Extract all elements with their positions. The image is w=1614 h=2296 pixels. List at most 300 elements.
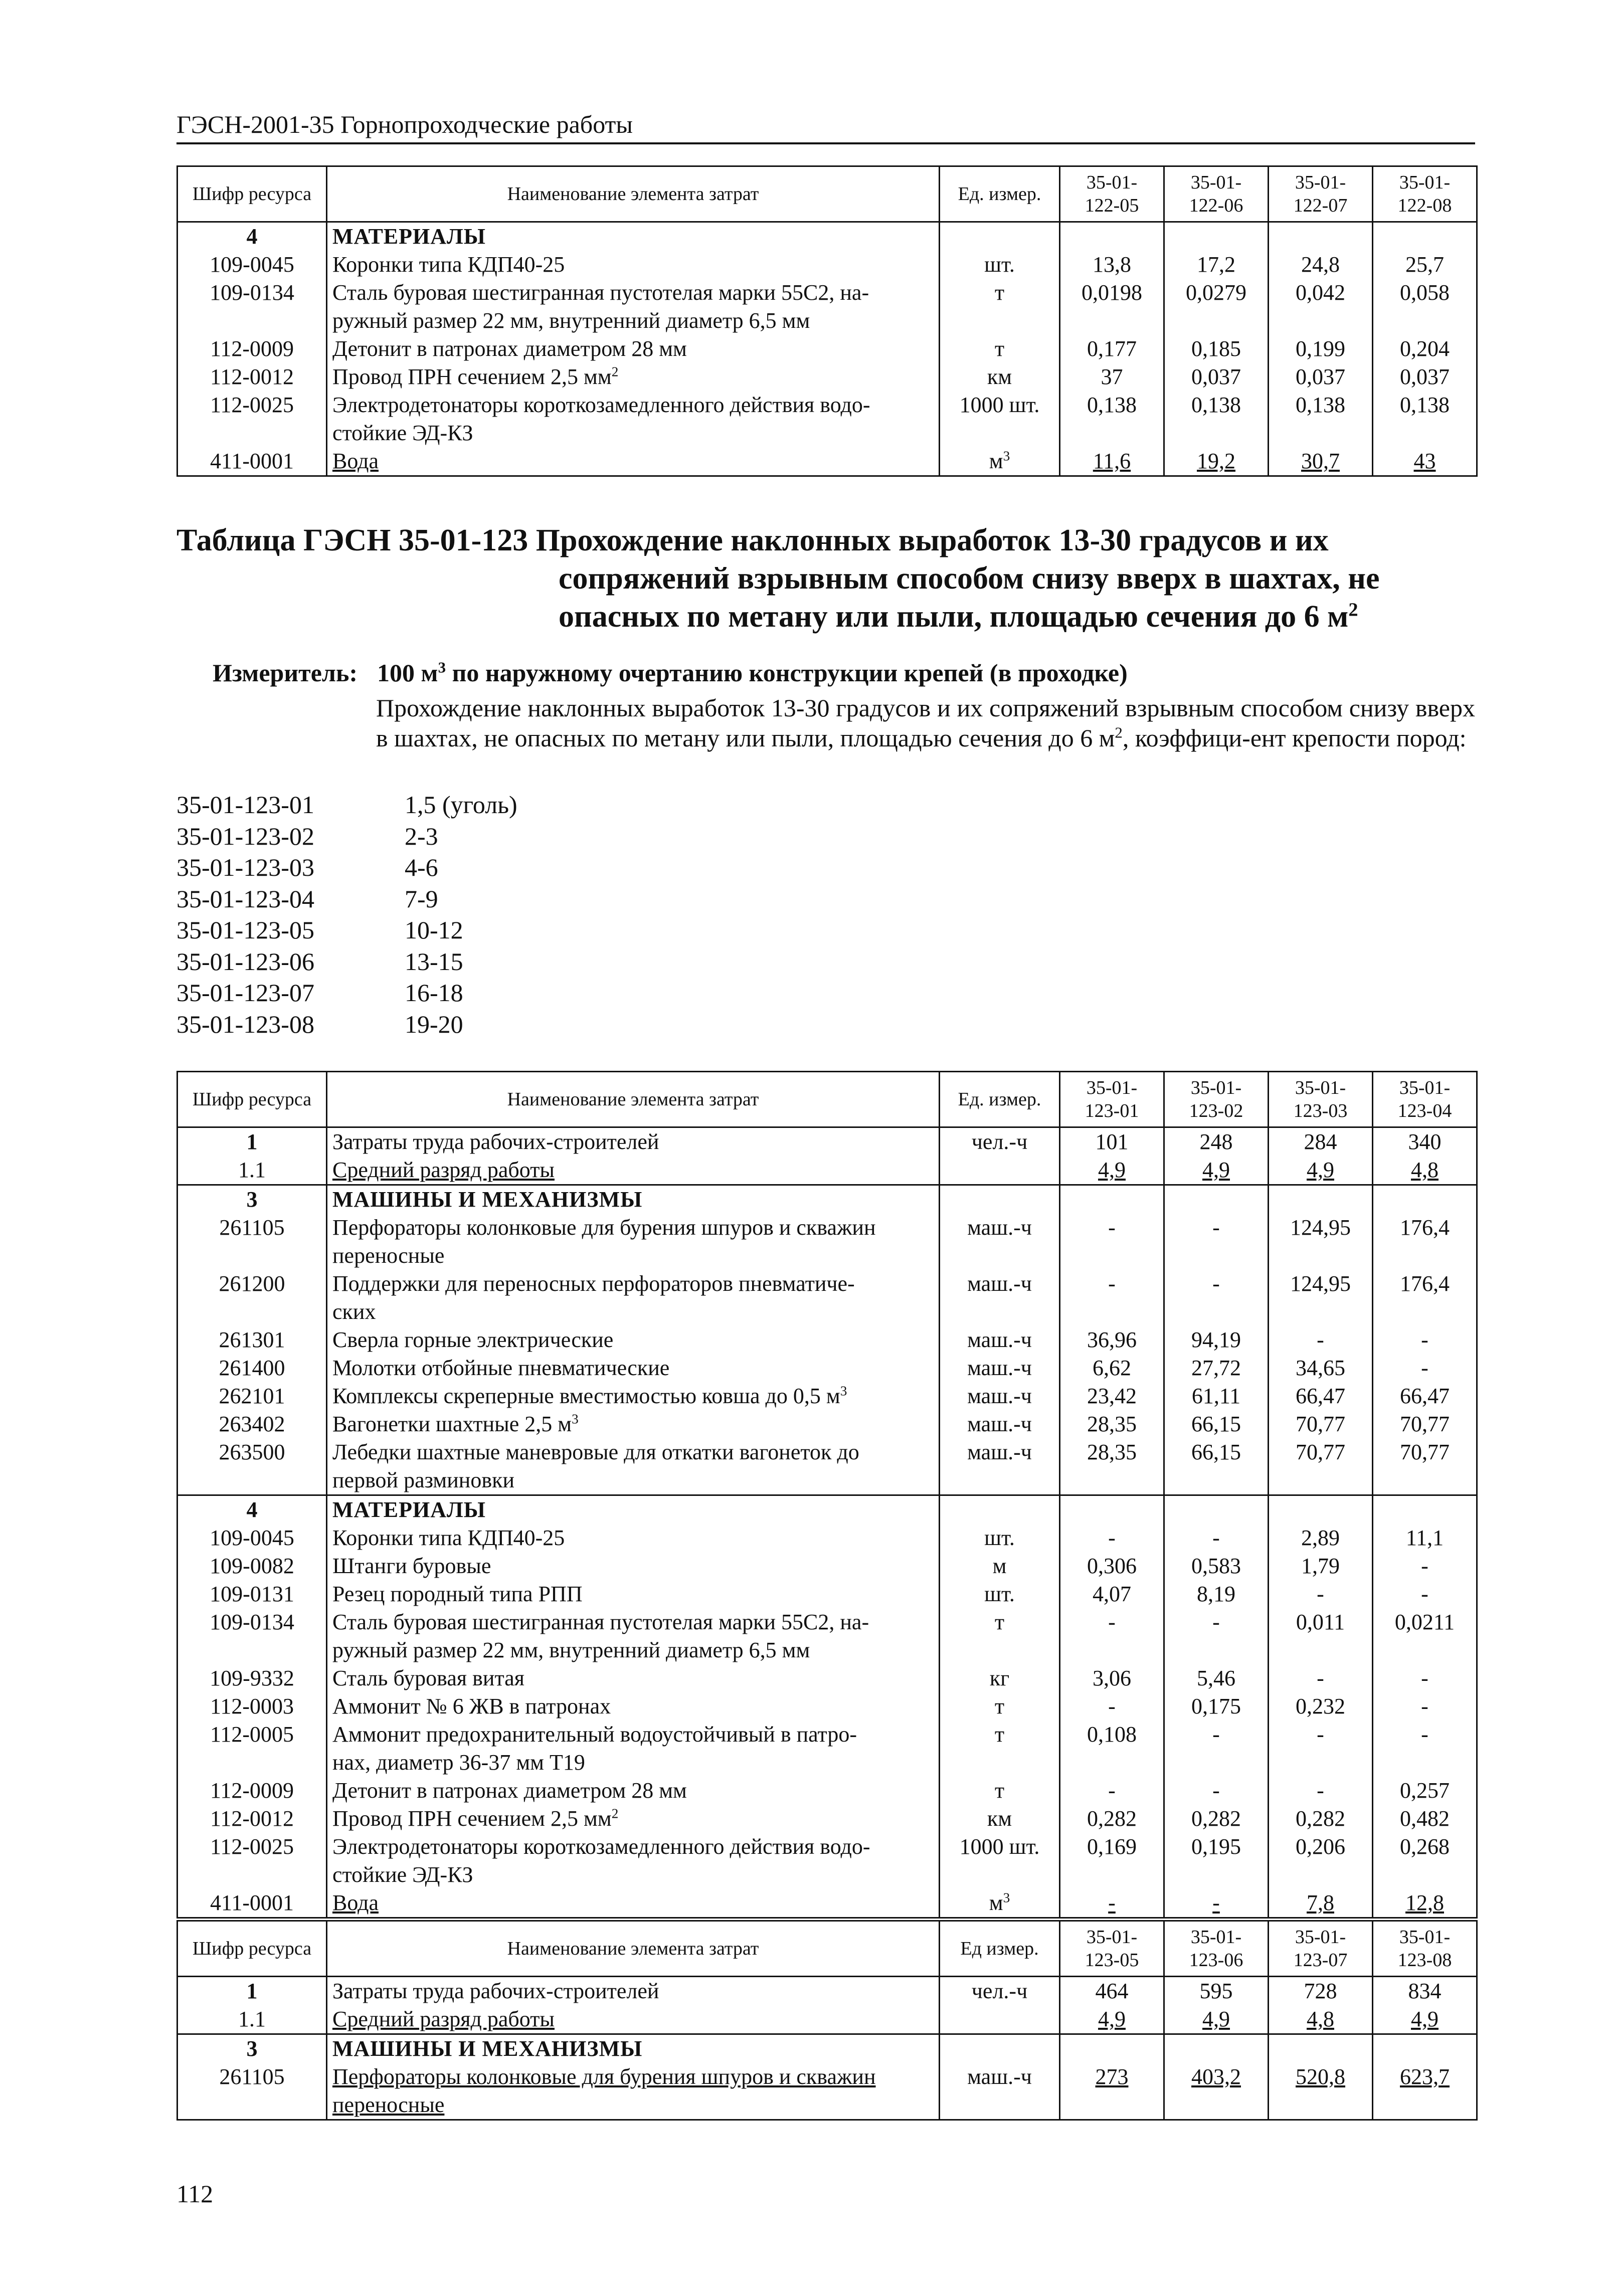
- norm-value: 23,42: [1060, 1382, 1164, 1410]
- norm-value: 4,9: [1164, 2005, 1269, 2034]
- cost-element-name: Перфораторы колонковые для бурения шпуров и скважин переносные: [327, 2063, 940, 2120]
- unit-of-measure: 1000 шт.: [940, 391, 1060, 447]
- norm-value: 70,77: [1269, 1438, 1373, 1495]
- resource-code: 1: [177, 1127, 327, 1157]
- norm-value: 66,47: [1269, 1382, 1373, 1410]
- table-row: [177, 391, 1477, 447]
- cost-element-name: Средний разряд работы: [327, 2005, 940, 2034]
- table-header-row: [177, 1072, 1477, 1127]
- cost-element-name: Провод ПРН сечением 2,5 $мм^2$: [327, 363, 940, 391]
- col-header-unit: Ед. измер.: [940, 166, 1060, 222]
- unit-of-measure: шт.: [940, 1524, 1060, 1552]
- norm-value: -: [1373, 1692, 1477, 1720]
- resource-code: 261301: [177, 1326, 327, 1354]
- table-title-line-3: опасных по метану или пыли, площадью сечения до 6 $м^2$: [559, 599, 1358, 634]
- variant-row: [176, 914, 778, 946]
- norm-value: -: [1373, 1720, 1477, 1777]
- variant-row: [176, 821, 778, 852]
- col-header-name: Наименование элемента затрат: [327, 166, 940, 222]
- cost-element-name: Сталь буровая витая: [327, 1664, 940, 1692]
- variant-code: 35-01-123-03: [176, 853, 314, 881]
- col-header-unit: Ед измер.: [940, 1921, 1060, 1977]
- empty-cell: [1373, 1495, 1477, 1524]
- table-title-line-2: сопряжений взрывным способом снизу вверх в шахтах, не: [559, 561, 1380, 596]
- norm-value: 4,9: [1269, 1156, 1373, 1185]
- variant-value: 2-3: [405, 822, 438, 850]
- norm-value: -: [1269, 1664, 1373, 1692]
- unit-of-measure: км: [940, 1805, 1060, 1833]
- resource-code: 411-0001: [177, 447, 327, 476]
- resource-code: 263402: [177, 1410, 327, 1438]
- table-row: [177, 1777, 1477, 1805]
- norm-value: 1,79: [1269, 1552, 1373, 1580]
- table-row: [177, 447, 1477, 476]
- norm-value: 101: [1060, 1127, 1164, 1157]
- section-title: МАШИНЫ И МЕХАНИЗМЫ: [327, 2034, 940, 2063]
- norm-value: -: [1164, 1270, 1269, 1326]
- norm-value: 70,77: [1373, 1410, 1477, 1438]
- table-row: [177, 1580, 1477, 1608]
- col-header-variant: 35-01- 123-08: [1373, 1921, 1477, 1977]
- empty-cell: [1269, 1185, 1373, 1214]
- variant-value: 7-9: [405, 884, 438, 913]
- norm-value: 0,042: [1269, 279, 1373, 335]
- table-row: [177, 1270, 1477, 1326]
- norm-value: -: [1269, 1777, 1373, 1805]
- norm-value: 0,199: [1269, 335, 1373, 363]
- cost-element-name: Поддержки для переносных перфораторов пневматиче- ских: [327, 1270, 940, 1326]
- table-row: [177, 2063, 1477, 2120]
- table-35-01-122: [176, 165, 1478, 477]
- resource-code: 263500: [177, 1438, 327, 1495]
- norm-value: 4,9: [1060, 2005, 1164, 2034]
- norm-value: -: [1164, 1608, 1269, 1664]
- table-row: [177, 1410, 1477, 1438]
- variant-value: 13-15: [405, 947, 463, 976]
- measure-line: [176, 658, 1475, 688]
- resource-code: 112-0025: [177, 1833, 327, 1889]
- col-header-variant: 35-01- 123-05: [1060, 1921, 1164, 1977]
- section-number: 3: [177, 2034, 327, 2063]
- norm-value: 124,95: [1269, 1270, 1373, 1326]
- resource-code: 1.1: [177, 1156, 327, 1185]
- unit-of-measure: т: [940, 1720, 1060, 1777]
- empty-cell: [1060, 2034, 1164, 2063]
- cost-element-name: Штанги буровые: [327, 1552, 940, 1580]
- empty-cell: [1164, 1495, 1269, 1524]
- empty-cell: [1269, 2034, 1373, 2063]
- norm-value: 28,35: [1060, 1410, 1164, 1438]
- cost-element-name: Вагонетки шахтные 2,5 $м^3$: [327, 1410, 940, 1438]
- section-row: [177, 2034, 1477, 2063]
- norm-value: 12,8: [1373, 1889, 1477, 1918]
- norm-value: 0,169: [1060, 1833, 1164, 1889]
- col-header-unit: Ед. измер.: [940, 1072, 1060, 1127]
- norm-value: 0,037: [1164, 363, 1269, 391]
- norm-value: 0,0198: [1060, 279, 1164, 335]
- col-header-name: Наименование элемента затрат: [327, 1921, 940, 1977]
- table-35-01-123-05-08: [176, 1920, 1478, 2121]
- unit-of-measure: маш.-ч: [940, 2063, 1060, 2120]
- empty-cell: [940, 1495, 1060, 1524]
- measure-label: Измеритель:: [213, 659, 358, 687]
- table-header-row: [177, 166, 1477, 222]
- col-header-name: Наименование элемента затрат: [327, 1072, 940, 1127]
- resource-code: 261105: [177, 2063, 327, 2120]
- norm-value: 17,2: [1164, 251, 1269, 279]
- unit-of-measure: $м^3$: [940, 447, 1060, 476]
- unit-of-measure: м: [940, 1552, 1060, 1580]
- norm-value: -: [1060, 1692, 1164, 1720]
- section-number: 3: [177, 1185, 327, 1214]
- norm-value: 248: [1164, 1127, 1269, 1157]
- norm-value: -: [1269, 1326, 1373, 1354]
- unit-of-measure: т: [940, 1777, 1060, 1805]
- running-header: ГЭСН-2001-35 Горнопроходческие работы: [176, 109, 1475, 144]
- table-row: [177, 1354, 1477, 1382]
- cost-element-name: Аммонит № 6 ЖВ в патронах: [327, 1692, 940, 1720]
- variant-row: [176, 883, 778, 915]
- cost-element-name: Средний разряд работы: [327, 1156, 940, 1185]
- resource-code: 109-0045: [177, 251, 327, 279]
- resource-code: 112-0012: [177, 1805, 327, 1833]
- table-35-01-123-01-04: [176, 1071, 1478, 1919]
- norm-value: 0,0279: [1164, 279, 1269, 335]
- col-header-variant: 35-01- 123-06: [1164, 1921, 1269, 1977]
- col-header-code: Шифр ресурса: [177, 166, 327, 222]
- table-row: [177, 251, 1477, 279]
- unit-of-measure: шт.: [940, 1580, 1060, 1608]
- unit-of-measure: маш.-ч: [940, 1354, 1060, 1382]
- unit-of-measure: т: [940, 279, 1060, 335]
- norm-value: 2,89: [1269, 1524, 1373, 1552]
- table-row: [177, 363, 1477, 391]
- norm-value: 4,9: [1060, 1156, 1164, 1185]
- col-header-code: Шифр ресурса: [177, 1072, 327, 1127]
- table-header-row: [177, 1921, 1477, 1977]
- section-title: МАШИНЫ И МЕХАНИЗМЫ: [327, 1185, 940, 1214]
- norm-value: -: [1269, 1720, 1373, 1777]
- resource-code: 109-0134: [177, 1608, 327, 1664]
- norm-value: 0,282: [1164, 1805, 1269, 1833]
- resource-code: 112-0012: [177, 363, 327, 391]
- table-row: [177, 1552, 1477, 1580]
- variant-value: 10-12: [405, 916, 463, 944]
- norm-value: -: [1060, 1524, 1164, 1552]
- norm-value: 0,108: [1060, 1720, 1164, 1777]
- table-row: [177, 1889, 1477, 1918]
- cost-element-name: Коронки типа КДП40-25: [327, 251, 940, 279]
- resource-code: 112-0005: [177, 1720, 327, 1777]
- norm-value: 5,46: [1164, 1664, 1269, 1692]
- norm-value: 0,268: [1373, 1833, 1477, 1889]
- variant-row: [176, 1009, 778, 1040]
- table-row: [177, 1524, 1477, 1552]
- norm-value: -: [1373, 1552, 1477, 1580]
- empty-cell: [1164, 2034, 1269, 2063]
- norm-value: 176,4: [1373, 1270, 1477, 1326]
- table-title: [176, 521, 1475, 636]
- resource-code: 261105: [177, 1214, 327, 1270]
- variant-list: [176, 789, 778, 1040]
- cost-element-name: Перфораторы колонковые для бурения шпуров и скважин переносные: [327, 1214, 940, 1270]
- resource-code: 112-0003: [177, 1692, 327, 1720]
- col-header-variant: 35-01- 123-03: [1269, 1072, 1373, 1127]
- empty-cell: [1269, 222, 1373, 251]
- resource-code: 109-0131: [177, 1580, 327, 1608]
- unit-of-measure: [940, 2005, 1060, 2034]
- norm-value: 520,8: [1269, 2063, 1373, 2120]
- cost-element-name: Резец породный типа РПП: [327, 1580, 940, 1608]
- unit-of-measure: т: [940, 1692, 1060, 1720]
- norm-value: 623,7: [1373, 2063, 1477, 2120]
- norm-value: -: [1164, 1889, 1269, 1918]
- table-row: [177, 1664, 1477, 1692]
- table-body: [177, 1127, 1477, 1918]
- empty-cell: [940, 222, 1060, 251]
- norm-value: 0,138: [1373, 391, 1477, 447]
- cost-element-name: Электродетонаторы короткозамедленного действия водо- стойкие ЭД-КЗ: [327, 1833, 940, 1889]
- norm-value: 728: [1269, 1977, 1373, 2006]
- norm-value: 4,07: [1060, 1580, 1164, 1608]
- col-header-variant: 35-01- 122-06: [1164, 166, 1269, 222]
- unit-of-measure: кг: [940, 1664, 1060, 1692]
- norm-value: 70,77: [1373, 1438, 1477, 1495]
- norm-value: -: [1373, 1326, 1477, 1354]
- table-row: [177, 1720, 1477, 1777]
- cost-element-name: Детонит в патронах диаметром 28 мм: [327, 335, 940, 363]
- table-row: [177, 2005, 1477, 2034]
- norm-value: 0,583: [1164, 1552, 1269, 1580]
- cost-element-name: Сверла горные электрические: [327, 1326, 940, 1354]
- col-header-code: Шифр ресурса: [177, 1921, 327, 1977]
- norm-value: 4,8: [1269, 2005, 1373, 2034]
- table-row: [177, 1833, 1477, 1889]
- norm-value: 13,8: [1060, 251, 1164, 279]
- section-title: МАТЕРИАЛЫ: [327, 1495, 940, 1524]
- unit-of-measure: маш.-ч: [940, 1410, 1060, 1438]
- norm-value: 43: [1373, 447, 1477, 476]
- section-row: [177, 1185, 1477, 1214]
- norm-value: 0,177: [1060, 335, 1164, 363]
- cost-element-name: Коронки типа КДП40-25: [327, 1524, 940, 1552]
- table-row: [177, 1127, 1477, 1157]
- norm-value: 94,19: [1164, 1326, 1269, 1354]
- variant-row: [176, 852, 778, 883]
- norm-value: -: [1060, 1214, 1164, 1270]
- unit-of-measure: т: [940, 335, 1060, 363]
- norm-value: 25,7: [1373, 251, 1477, 279]
- norm-value: 464: [1060, 1977, 1164, 2006]
- table-row: [177, 335, 1477, 363]
- col-header-variant: 35-01- 123-02: [1164, 1072, 1269, 1127]
- cost-element-name: Аммонит предохранительный водоустойчивый в патро- нах, диаметр 36-37 мм Т19: [327, 1720, 940, 1777]
- norm-value: 284: [1269, 1127, 1373, 1157]
- norm-value: 0,175: [1164, 1692, 1269, 1720]
- cost-element-name: Молотки отбойные пневматические: [327, 1354, 940, 1382]
- cost-element-name: Затраты труда рабочих-строителей: [327, 1127, 940, 1157]
- table-row: [177, 1805, 1477, 1833]
- norm-value: 0,206: [1269, 1833, 1373, 1889]
- variant-code: 35-01-123-04: [176, 884, 314, 913]
- norm-value: -: [1060, 1889, 1164, 1918]
- resource-code: 1: [177, 1977, 327, 2006]
- empty-cell: [940, 2034, 1060, 2063]
- unit-of-measure: [940, 1156, 1060, 1185]
- norm-value: 4,9: [1373, 2005, 1477, 2034]
- variant-row: [176, 977, 778, 1009]
- norm-value: 0,011: [1269, 1608, 1373, 1664]
- variant-code: 35-01-123-08: [176, 1010, 314, 1038]
- empty-cell: [1373, 1185, 1477, 1214]
- norm-value: 3,06: [1060, 1664, 1164, 1692]
- norm-value: 273: [1060, 2063, 1164, 2120]
- norm-value: 0,482: [1373, 1805, 1477, 1833]
- norm-value: 0,282: [1060, 1805, 1164, 1833]
- norm-value: 0,232: [1269, 1692, 1373, 1720]
- norm-value: 24,8: [1269, 251, 1373, 279]
- variant-code: 35-01-123-02: [176, 822, 314, 850]
- variant-row: [176, 946, 778, 978]
- empty-cell: [940, 1185, 1060, 1214]
- table-row: [177, 1692, 1477, 1720]
- norm-value: 66,15: [1164, 1438, 1269, 1495]
- unit-of-measure: маш.-ч: [940, 1214, 1060, 1270]
- norm-value: 0,138: [1269, 391, 1373, 447]
- norm-value: 340: [1373, 1127, 1477, 1157]
- unit-of-measure: маш.-ч: [940, 1382, 1060, 1410]
- empty-cell: [1269, 1495, 1373, 1524]
- norm-value: -: [1164, 1777, 1269, 1805]
- work-description: Прохождение наклонных выработок 13-30 градусов и их сопряжений взрывным способом снизу вверх в шахтах, не опасных по метану или пыли, площадью сечения до 6 $м^2$, коэффици-ент крепости пород:: [376, 694, 1475, 752]
- norm-value: 0,257: [1373, 1777, 1477, 1805]
- norm-value: -: [1164, 1720, 1269, 1777]
- norm-value: 0,138: [1060, 391, 1164, 447]
- cost-element-name: Электродетонаторы короткозамедленного действия водо- стойкие ЭД-КЗ: [327, 391, 940, 447]
- norm-value: -: [1373, 1354, 1477, 1382]
- cost-element-name: Вода: [327, 447, 940, 476]
- resource-code: 109-9332: [177, 1664, 327, 1692]
- norm-value: 176,4: [1373, 1214, 1477, 1270]
- resource-code: 261200: [177, 1270, 327, 1326]
- page-number: 112: [176, 2180, 214, 2208]
- table-row: [177, 1382, 1477, 1410]
- measure-value: 100 $м^3$ по наружному очертанию конструкции крепей (в проходке): [377, 658, 1128, 687]
- resource-code: 109-0082: [177, 1552, 327, 1580]
- resource-code: 411-0001: [177, 1889, 327, 1918]
- norm-value: 6,62: [1060, 1354, 1164, 1382]
- table-row: [177, 279, 1477, 335]
- section-number: 4: [177, 222, 327, 251]
- cost-element-name: Сталь буровая шестигранная пустотелая марки 55С2, на- ружный размер 22 мм, внутренний диаметр 6,5 мм: [327, 279, 940, 335]
- table-row: [177, 1438, 1477, 1495]
- table-row: [177, 1156, 1477, 1185]
- cost-element-name: Провод ПРН сечением 2,5 $мм^2$: [327, 1805, 940, 1833]
- norm-value: -: [1060, 1608, 1164, 1664]
- norm-value: 30,7: [1269, 447, 1373, 476]
- variant-value: 19-20: [405, 1010, 463, 1038]
- norm-value: 37: [1060, 363, 1164, 391]
- norm-value: 4,8: [1373, 1156, 1477, 1185]
- variant-code: 35-01-123-06: [176, 947, 314, 976]
- norm-value: 0,037: [1269, 363, 1373, 391]
- cost-element-name: Комплексы скреперные вместимостью ковша до 0,5 $м^3$: [327, 1382, 940, 1410]
- col-header-variant: 35-01- 122-08: [1373, 166, 1477, 222]
- norm-value: 7,8: [1269, 1889, 1373, 1918]
- unit-of-measure: чел.-ч: [940, 1127, 1060, 1157]
- resource-code: 261400: [177, 1354, 327, 1382]
- norm-value: 27,72: [1164, 1354, 1269, 1382]
- empty-cell: [1373, 222, 1477, 251]
- unit-of-measure: 1000 шт.: [940, 1833, 1060, 1889]
- norm-value: -: [1060, 1777, 1164, 1805]
- variant-row: [176, 789, 778, 821]
- norm-value: 0,204: [1373, 335, 1477, 363]
- section-row: [177, 222, 1477, 251]
- norm-value: 124,95: [1269, 1214, 1373, 1270]
- norm-value: 61,11: [1164, 1382, 1269, 1410]
- norm-value: -: [1164, 1524, 1269, 1552]
- unit-of-measure: маш.-ч: [940, 1326, 1060, 1354]
- table-body: [177, 1977, 1477, 2120]
- resource-code: 109-0045: [177, 1524, 327, 1552]
- unit-of-measure: чел.-ч: [940, 1977, 1060, 2006]
- norm-value: 28,35: [1060, 1438, 1164, 1495]
- col-header-variant: 35-01- 122-05: [1060, 166, 1164, 222]
- section-number: 4: [177, 1495, 327, 1524]
- norm-value: 8,19: [1164, 1580, 1269, 1608]
- norm-value: 34,65: [1269, 1354, 1373, 1382]
- norm-value: 36,96: [1060, 1326, 1164, 1354]
- variant-value: 4-6: [405, 853, 438, 881]
- norm-value: 11,6: [1060, 447, 1164, 476]
- cost-element-name: Затраты труда рабочих-строителей: [327, 1977, 940, 2006]
- norm-value: 66,15: [1164, 1410, 1269, 1438]
- table-row: [177, 1214, 1477, 1270]
- norm-value: 0,0211: [1373, 1608, 1477, 1664]
- col-header-variant: 35-01- 123-01: [1060, 1072, 1164, 1127]
- empty-cell: [1060, 1495, 1164, 1524]
- norm-value: 834: [1373, 1977, 1477, 2006]
- norm-value: 595: [1164, 1977, 1269, 2006]
- resource-code: 109-0134: [177, 279, 327, 335]
- norm-value: 11,1: [1373, 1524, 1477, 1552]
- cost-element-name: Сталь буровая шестигранная пустотелая марки 55С2, на- ружный размер 22 мм, внутренний диаметр 6,5 мм: [327, 1608, 940, 1664]
- norm-value: 4,9: [1164, 1156, 1269, 1185]
- norm-value: 0,138: [1164, 391, 1269, 447]
- cost-element-name: Лебедки шахтные маневровые для откатки вагонеток до первой разминовки: [327, 1438, 940, 1495]
- resource-code: 112-0025: [177, 391, 327, 447]
- col-header-variant: 35-01- 123-07: [1269, 1921, 1373, 1977]
- norm-value: -: [1060, 1270, 1164, 1326]
- norm-value: -: [1373, 1664, 1477, 1692]
- unit-of-measure: $м^3$: [940, 1889, 1060, 1918]
- cost-element-name: Детонит в патронах диаметром 28 мм: [327, 1777, 940, 1805]
- table-body: [177, 222, 1477, 476]
- resource-code: 112-0009: [177, 1777, 327, 1805]
- section-row: [177, 1495, 1477, 1524]
- unit-of-measure: шт.: [940, 251, 1060, 279]
- empty-cell: [1373, 2034, 1477, 2063]
- norm-value: -: [1373, 1580, 1477, 1608]
- unit-of-measure: км: [940, 363, 1060, 391]
- section-title: МАТЕРИАЛЫ: [327, 222, 940, 251]
- unit-of-measure: маш.-ч: [940, 1438, 1060, 1495]
- cost-element-name: Вода: [327, 1889, 940, 1918]
- table-row: [177, 1326, 1477, 1354]
- empty-cell: [1060, 222, 1164, 251]
- table-row: [177, 1608, 1477, 1664]
